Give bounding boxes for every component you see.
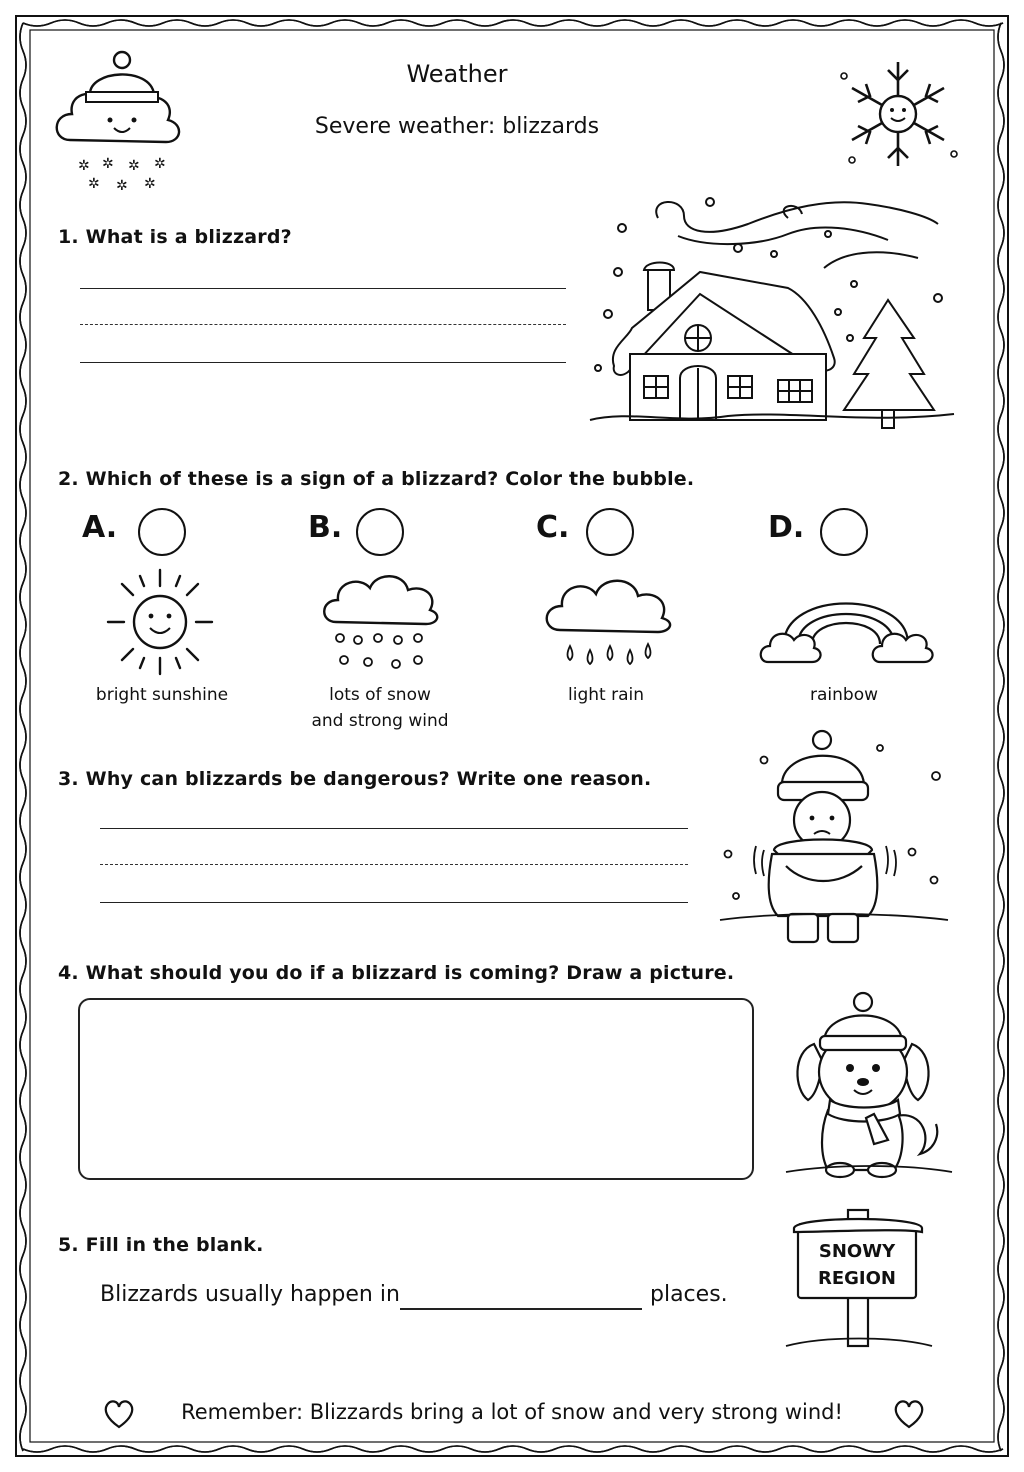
option-d-letter: D. [768,510,805,545]
snow-cloud-with-hat-icon [50,44,190,194]
question-number: 2. [58,468,79,490]
option-b-caption: lots of snow and strong wind [311,685,449,731]
svg-text:✲: ✲ [88,176,100,192]
fill-blank-input[interactable] [400,1278,642,1310]
puppy-with-hat-icon [784,990,954,1180]
option-c-bubble[interactable] [586,508,634,556]
heart-icon [102,1398,136,1430]
answer-3-field[interactable] [100,798,692,908]
fill-sentence-end: places. [650,1282,728,1307]
snowflake-icon [836,56,962,172]
option-a-bubble[interactable] [138,508,186,556]
question-text: What is a blizzard? [85,226,292,248]
question-number: 5. [58,1234,79,1256]
question-number: 3. [58,768,79,790]
remember-note: Remember: Blizzards bring a lot of snow and very strong wind! [181,1400,843,1424]
page-subtitle: Severe weather: blizzards [314,114,600,139]
question-1 [58,226,292,248]
snow-cloud-icon [318,566,442,676]
svg-text:✲: ✲ [116,178,128,194]
drawing-box[interactable] [78,998,754,1180]
question-3 [58,768,651,790]
sign-label: SNOWY REGION [818,1241,896,1289]
answer-1-field[interactable] [80,258,570,368]
question-number: 4. [58,962,79,984]
svg-text:✲: ✲ [102,156,114,172]
question-number: 1. [58,226,79,248]
svg-text:✲: ✲ [78,158,90,174]
question-4 [58,962,734,984]
question-text: What should you do if a blizzard is coming? Draw a picture. [85,962,735,984]
svg-text:✲: ✲ [128,158,140,174]
option-b-bubble[interactable] [356,508,404,556]
question-5 [58,1234,263,1256]
page-title: Weather [406,60,508,88]
option-d-caption: rainbow [810,685,878,705]
sun-icon [100,566,220,678]
heart-icon [892,1398,926,1430]
option-a-caption: bright sunshine [95,685,229,705]
option-a-letter: A. [82,510,118,545]
snowy-house-icon [588,188,958,438]
question-text: Why can blizzards be dangerous? Write one reason. [85,768,652,790]
rain-cloud-icon [540,566,674,676]
question-text: Fill in the blank. [85,1234,264,1256]
svg-text:✲: ✲ [154,156,166,172]
svg-text:✲: ✲ [144,176,156,192]
rainbow-icon [758,570,934,668]
option-d-bubble[interactable] [820,508,868,556]
question-2 [58,468,694,490]
option-c-caption: light rain [568,685,644,705]
question-text: Which of these is a sign of a blizzard? Color the bubble. [85,468,695,490]
cold-child-icon [716,726,952,952]
option-b-letter: B. [308,510,343,545]
fill-sentence-start: Blizzards usually happen in [100,1282,400,1307]
option-c-letter: C. [536,510,570,545]
